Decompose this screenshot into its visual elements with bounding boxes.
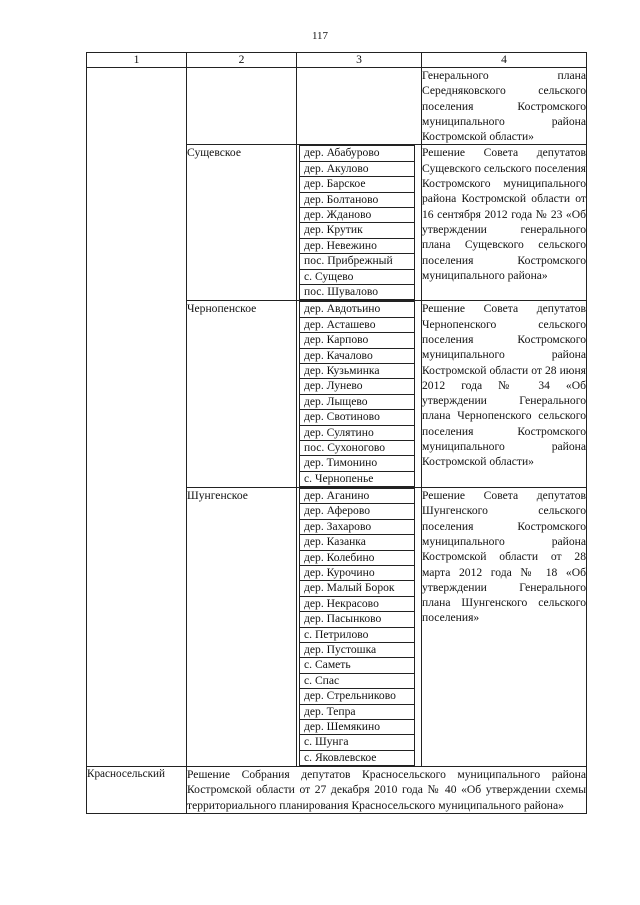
place-item: дер. Шемякино [299,719,415,735]
place-item: дер. Пасынково [299,611,415,627]
place-item: дер. Лыщево [299,394,415,410]
place-item: дер. Карпово [299,332,415,348]
municipal-district-cell [87,68,187,767]
place-item: дер. Качалово [299,348,415,364]
region-row [87,767,587,814]
place-item: дер. Курочино [299,565,415,581]
region-document: Решение Собрания депутатов Красносельского муниципального района Костромской области от 27 декабря 2010 года № 40 «Об утверждении схемы территориального планирования Красносельского муниципального района» [187,768,586,812]
place-item: дер. Колебино [299,550,415,566]
place-item: дер. Авдотьино [299,301,415,317]
header-col-1: 1 [87,53,187,68]
place-item: с. Чернопенье [299,471,415,487]
place-item: дер. Некрасово [299,596,415,612]
settlement-document: Решение Совета депутатов Шунгенского сельского поселения Костромского муниципального района Костромской области от 28 марта 2012 года № 18 «Об утверждении Генерального плана Шунгенского сельского поселения» [422,488,587,767]
header-col-4: 4 [422,53,587,68]
place-item: пос. Шувалово [299,284,415,300]
continuation-document: Генерального плана Середняковского сельского поселения Костромского муниципального района Костромской области» [422,69,586,144]
place-item: дер. Малый Борок [299,580,415,596]
place-item: дер. Захарово [299,519,415,535]
settlement-name: Сущевское [187,145,297,301]
place-item: дер. Свотиново [299,409,415,425]
place-item: с. Саметь [299,657,415,673]
place-item: дер. Тепра [299,704,415,720]
place-item: с. Петрилово [299,627,415,643]
place-item: дер. Сулятино [299,425,415,441]
place-item: дер. Тимонино [299,455,415,471]
territorial-planning-table [86,52,587,814]
header-col-2: 2 [187,53,297,68]
place-item: дер. Акулово [299,161,415,177]
place-item: дер. Казанка [299,534,415,550]
continuation-row [87,68,587,145]
place-item: дер. Асташево [299,317,415,333]
header-col-3: 3 [297,53,422,68]
page-number: 117 [311,30,329,42]
place-item: пос. Прибрежный [299,253,415,269]
place-item: дер. Кузьминка [299,363,415,379]
place-item: дер. Жданово [299,207,415,223]
place-item: дер. Пустошка [299,642,415,658]
places-list [297,145,422,301]
place-item: дер. Лунево [299,378,415,394]
place-item: с. Яковлевское [299,750,415,766]
place-item: дер. Болтаново [299,192,415,208]
empty-settlement-cell [187,68,297,145]
place-item: с. Шунга [299,734,415,750]
settlement-document: Решение Совета депутатов Сущевского сельского поселения Костромского муниципального района Костромской области от 16 сентября 2012 года № 23 «Об утверждении генерального плана Сущевского сельского поселения Костромского муниципального района» [422,145,587,301]
empty-places-cell [297,68,422,145]
place-item: с. Спас [299,673,415,689]
place-item: с. Сущево [299,269,415,285]
place-item: дер. Аферово [299,503,415,519]
place-item: дер. Абабурово [299,145,415,161]
place-item: дер. Стрельниково [299,688,415,704]
places-list [297,488,422,767]
places-list [297,301,422,488]
settlement-name: Чернопенское [187,301,297,488]
region-name: Красносельский [87,767,187,814]
settlement-name: Шунгенское [187,488,297,767]
place-item: дер. Невежино [299,238,415,254]
place-item: дер. Аганино [299,488,415,504]
table-header-row [87,53,587,68]
place-item: пос. Сухоногово [299,440,415,456]
place-item: дер. Крутик [299,222,415,238]
place-item: дер. Барское [299,176,415,192]
settlement-document: Решение Совета депутатов Чернопенского сельского поселения Костромского муниципального района Костромской области от 28 июня 2012 года № 34 «Об утверждении Генерального плана Чернопенского сельского поселения Костромского муниципального района Костромской области» [422,301,587,488]
